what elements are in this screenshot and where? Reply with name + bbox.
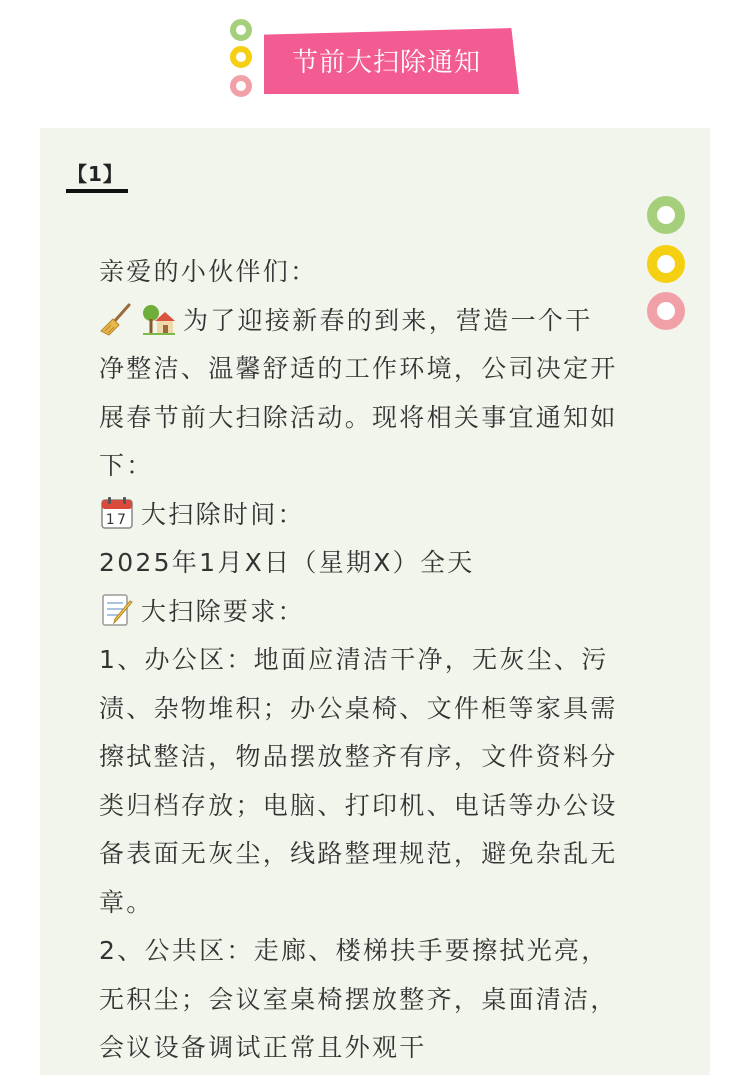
intro-text: 为了迎接新春的到来，营造一个干净整洁、温馨舒适的工作环境，公司决定开展春节前大扫除活动。现将相关事宜通知如下： [99, 305, 618, 480]
requirements-heading: 大扫除要求： [141, 596, 305, 626]
decor-dot-pink-small [230, 75, 252, 97]
decor-dot-yellow-small [230, 46, 252, 68]
requirement-public: 2、公共区：走廊、楼梯扶手要擦拭光亮，无积尘；会议室桌椅摆放整齐，桌面清洁，会议设备调试正常且外观干 [99, 936, 618, 1062]
greeting: 亲爱的小伙伴们： [99, 257, 318, 286]
time-heading-line [99, 491, 619, 540]
decor-dot-pink-large [647, 292, 685, 330]
decor-dot-yellow-large [647, 245, 685, 283]
requirement-office: 1、办公区：地面应清洁干净，无灰尘、污渍、杂物堆积；办公桌椅、文件柜等家具需擦拭整洁，物品摆放整齐有序，文件资料分类归档存放；电脑、打印机、电话等办公设备表面无灰尘，线路整理规范，避免杂乱无章。 [99, 645, 618, 917]
notice-body [99, 248, 619, 1073]
page-title: 节前大扫除通知 [291, 48, 481, 78]
calendar-icon [99, 495, 135, 531]
intro-paragraph [99, 297, 619, 491]
svg-text:17: 17 [105, 511, 129, 528]
house-icon [141, 301, 177, 337]
requirements-heading-line [99, 588, 619, 637]
memo-icon [99, 592, 135, 628]
time-heading: 大扫除时间： [141, 499, 305, 529]
time-value: 2025年1月X日（星期X）全天 [99, 548, 475, 577]
section-underline [66, 189, 128, 193]
section-label: 【1】 [67, 162, 124, 186]
decor-dot-green-large [647, 196, 685, 234]
decor-dot-green-small [230, 19, 252, 41]
broom-icon [99, 301, 135, 337]
